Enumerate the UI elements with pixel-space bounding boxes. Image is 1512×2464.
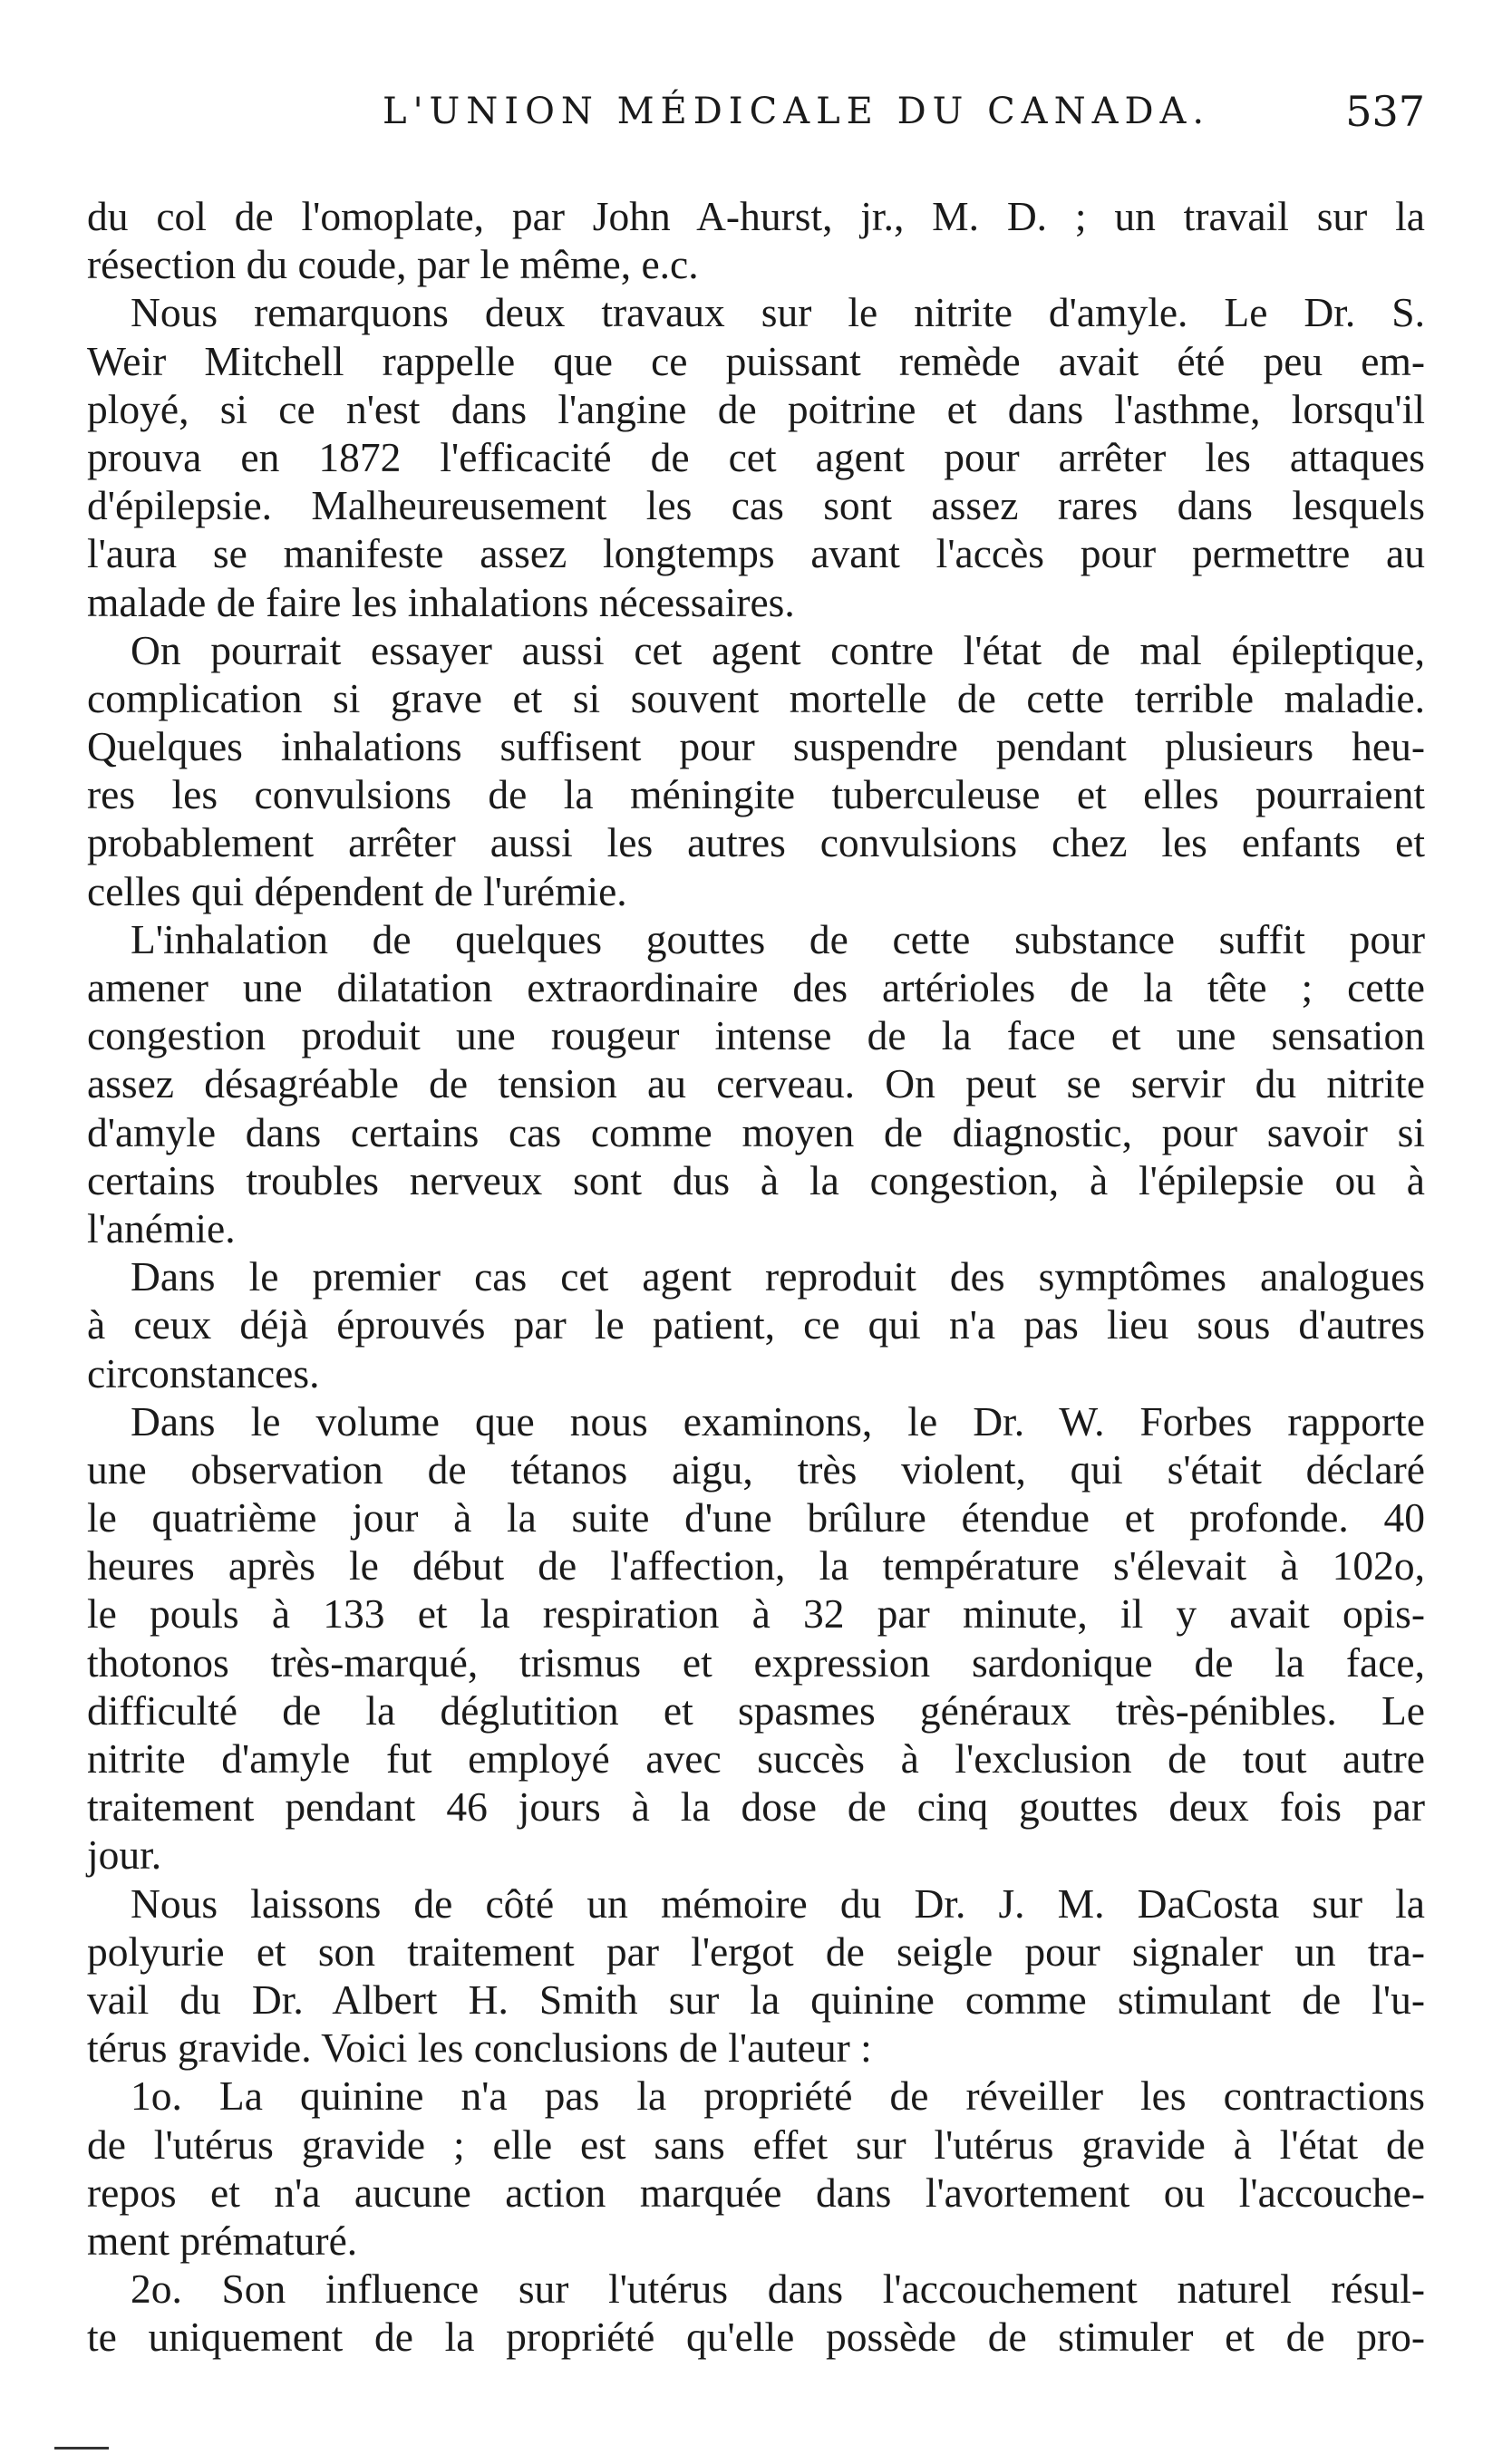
text-line: Dans le volume que nous examinons, le Dr. W. Forbes rapporte [131, 1397, 1425, 1445]
text-line: 2o. Son influence sur l'utérus dans l'accouchement naturel résul- [131, 2266, 1425, 2313]
text-line: congestion produit une rougeur intense de la face et une sensation [87, 1012, 1425, 1059]
text-line: térus gravide. Voici les conclusions de l'auteur : [87, 2024, 872, 2072]
text-line: 1o. La quinine n'a pas la propriété de réveiller les contractions [131, 2073, 1425, 2120]
text-line: te uniquement de la propriété qu'elle possède de stimuler et de pro- [87, 2314, 1425, 2361]
body-text [87, 192, 1425, 2361]
text-line: L'inhalation de quelques gouttes de cette substance suffit pour [131, 915, 1425, 962]
text-line: résection du coude, par le même, e.c. [87, 241, 699, 288]
text-line: difficulté de la déglutition et spasmes généraux très-pénibles. Le [87, 1686, 1425, 1734]
text-line: d'épilepsie. Malheureusement les cas sont assez rares dans lesquels [87, 482, 1425, 529]
running-title: L'UNION MÉDICALE DU CANADA. [383, 91, 1211, 132]
text-line: circonstances. [87, 1349, 320, 1396]
text-line: repos et n'a aucune action marquée dans l'avortement ou l'accouche- [87, 2169, 1425, 2216]
text-line: nitrite d'amyle fut employé avec succès à l'exclusion de tout autre [87, 1735, 1425, 1782]
text-line: à ceux déjà éprouvés par le patient, ce qui n'a pas lieu sous d'autres [87, 1301, 1425, 1348]
text-line: ployé, si ce n'est dans l'angine de poitrine et dans l'asthme, lorsqu'il [87, 385, 1425, 432]
text-line: vail du Dr. Albert H. Smith sur la quinine comme stimulant de l'u- [87, 1976, 1425, 2023]
text-line: jour. [87, 1831, 162, 1879]
text-line: le quatrième jour à la suite d'une brûlure étendue et profonde. 40 [87, 1494, 1425, 1541]
text-line: une observation de tétanos aigu, très violent, qui s'était déclaré [87, 1445, 1425, 1493]
text-line: celles qui dépendent de l'urémie. [87, 867, 627, 914]
text-line: certains troubles nerveux sont dus à la congestion, à l'épilepsie ou à [87, 1156, 1425, 1203]
text-line: Nous laissons de côté un mémoire du Dr. J. M. DaCosta sur la [131, 1879, 1425, 1927]
text-line: res les convulsions de la méningite tuberculeuse et elles pourraient [87, 771, 1425, 818]
text-line: On pourrait essayer aussi cet agent contre l'état de mal épileptique, [131, 626, 1425, 673]
text-line: Weir Mitchell rappelle que ce puissant remède avait été peu em- [87, 337, 1425, 384]
text-line: du col de l'omoplate, par John A-hurst, jr., M. D. ; un travail sur la [87, 193, 1425, 239]
footer-rule [54, 2447, 109, 2450]
text-line: polyurie et son traitement par l'ergot de seigle pour signaler un tra- [87, 1928, 1425, 1975]
page-number: 537 [1345, 87, 1425, 136]
text-line: ment prématuré. [87, 2217, 358, 2264]
text-line: heures après le début de l'affection, la température s'élevait à 102o, [87, 1542, 1425, 1590]
text-line: d'amyle dans certains cas comme moyen de diagnostic, pour savoir si [87, 1108, 1425, 1155]
page-header [87, 87, 1425, 156]
text-line: prouva en 1872 l'efficacité de cet agent pour arrêter les attaques [87, 433, 1425, 480]
text-line: l'anémie. [87, 1204, 236, 1251]
text-line: le pouls à 133 et la respiration à 32 par minute, il y avait opis- [87, 1590, 1425, 1638]
text-line: assez désagréable de tension au cerveau. On peut se servir du nitrite [87, 1060, 1425, 1107]
text-line: malade de faire les inhalations nécessaires. [87, 578, 795, 625]
text-line: l'aura se manifeste assez longtemps avant l'accès pour permettre au [87, 530, 1425, 577]
text-line: traitement pendant 46 jours à la dose de cinq gouttes deux fois par [87, 1783, 1425, 1831]
text-line: Quelques inhalations suffisent pour suspendre pendant plusieurs heu- [87, 723, 1425, 770]
text-line: complication si grave et si souvent mortelle de cette terrible maladie. [87, 674, 1425, 721]
text-line: probablement arrêter aussi les autres convulsions chez les enfants et [87, 819, 1425, 866]
text-line: Nous remarquons deux travaux sur le nitrite d'amyle. Le Dr. S. [131, 289, 1425, 336]
text-line: de l'utérus gravide ; elle est sans effet sur l'utérus gravide à l'état de [87, 2121, 1425, 2168]
text-line: thotonos très-marqué, trismus et expression sardonique de la face, [87, 1638, 1425, 1686]
text-line: amener une dilatation extraordinaire des artérioles de la tête ; cette [87, 964, 1425, 1010]
text-line: Dans le premier cas cet agent reproduit des symptômes analogues [131, 1253, 1425, 1300]
